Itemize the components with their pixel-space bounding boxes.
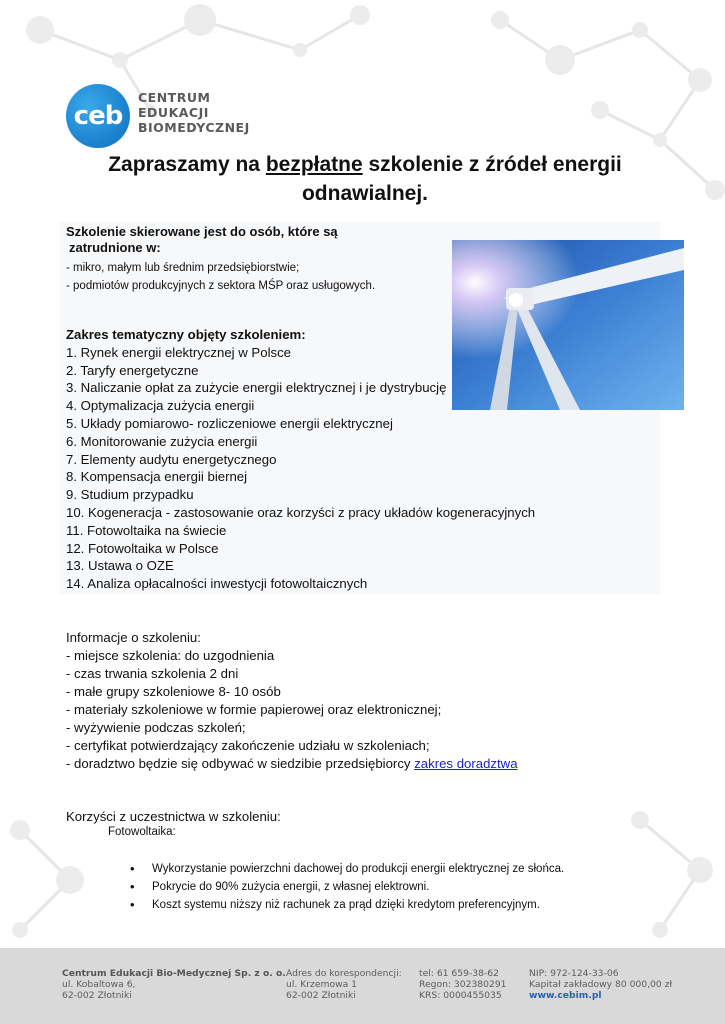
audience-list (66, 259, 375, 295)
benefits-subheading: Fotowoltaika: (108, 826, 176, 838)
footer-correspondence: Adres do korespondencji: ul. Krzemowa 1 62-002 Złotniki (286, 968, 402, 1001)
list-item: - podmiotów produkcyjnych z sektora MŚP oraz usługowych. (66, 280, 376, 292)
list-item: - miejsce szkolenia: do uzgodnienia (66, 648, 275, 663)
consulting-scope-link[interactable]: zakres doradztwa (414, 756, 518, 771)
footer-legal: NIP: 972-124-33-06 Kapitał zakładowy 80 000,00 zł www.cebim.pl (529, 968, 673, 1001)
topics-heading: Zakres tematyczny objęty szkoleniem: (66, 327, 306, 342)
info-section (66, 629, 518, 773)
audience-heading: Szkolenie skierowane jest do osób, które są zatrudnione w: (66, 224, 338, 255)
list-item: 12. Fotowoltaika w Polsce (66, 540, 219, 556)
company-logo (66, 84, 266, 154)
list-item: 6. Monitorowanie zużycia energii (66, 433, 258, 449)
footer-company: Centrum Edukacji Bio-Medycznej Sp. z o. o. ul. Kobaltowa 6, 62-002 Złotniki (62, 968, 286, 1001)
benefits-list (130, 860, 564, 914)
list-item: 8. Kompensacja energii biernej (66, 469, 248, 485)
list-item: - małe grupy szkoleniowe 8- 10 osób (66, 684, 281, 699)
list-item: 7. Elementy audytu energetycznego (66, 451, 277, 467)
list-item: - czas trwania szkolenia 2 dni (66, 666, 239, 681)
list-item: - doradztwo będzie się odbywać w siedzibie przedsiębiorcy zakres doradztwa (66, 756, 518, 771)
website-link[interactable]: www.cebim.pl (529, 990, 602, 1001)
list-item: - certyfikat potwierdzający zakończenie udziału w szkoleniach; (66, 738, 430, 753)
list-item: 13. Ustawa o OZE (66, 558, 174, 574)
list-item: 9. Studium przypadku (66, 487, 194, 503)
list-item: 1. Rynek energii elektrycznej w Polsce (66, 344, 292, 360)
list-item: - mikro, małym lub średnim przedsiębiorstwie; (66, 262, 300, 274)
info-heading: Informacje o szkoleniu: (66, 630, 201, 645)
list-item: 5. Układy pomiarowo- rozliczeniowe energii elektrycznej (66, 415, 393, 431)
page-footer (0, 948, 725, 1024)
list-item: 14. Analiza opłacalności inwestycji fotowoltaicznych (66, 576, 368, 592)
list-item: • Wykorzystanie powierzchni dachowej do produkcji energii elektrycznej ze słońca. (130, 860, 564, 878)
page-title: Zapraszamy na bezpłatne szkolenie z źródeł energii odnawialnej. (108, 153, 622, 205)
list-item: - wyżywienie podczas szkoleń; (66, 720, 246, 735)
logo-wordmark: CENTRUM EDUKACJI BIOMEDYCZNEJ (138, 90, 250, 135)
logo-mark: ceb (66, 84, 130, 148)
list-item: 3. Naliczanie opłat za zużycie energii elektrycznej i je dystrybucję (66, 380, 447, 396)
footer-contact: tel: 61 659-38-62 Regon: 302380291 KRS: 0000455035 (419, 968, 507, 1001)
benefits-heading: Korzyści z uczestnictwa w szkoleniu: (66, 809, 281, 824)
title-emphasis: bezpłatne (265, 153, 363, 176)
list-item: 10. Kogeneracja - zastosowanie oraz korzyści z pracy układów kogeneracyjnych (66, 504, 536, 520)
topics-section (66, 326, 535, 593)
list-item: - materiały szkoleniowe w formie papierowej oraz elektronicznej; (66, 702, 442, 717)
list-item: 2. Taryfy energetyczne (66, 362, 199, 378)
list-item: 11. Fotowoltaika na świecie (66, 522, 227, 538)
list-item: 4. Optymalizacja zużycia energii (66, 398, 255, 414)
list-item: • Koszt systemu niższy niż rachunek za prąd dzięki kredytom preferencyjnym. (130, 896, 564, 914)
list-item: • Pokrycie do 90% zużycia energii, z własnej elektrowni. (130, 878, 564, 896)
